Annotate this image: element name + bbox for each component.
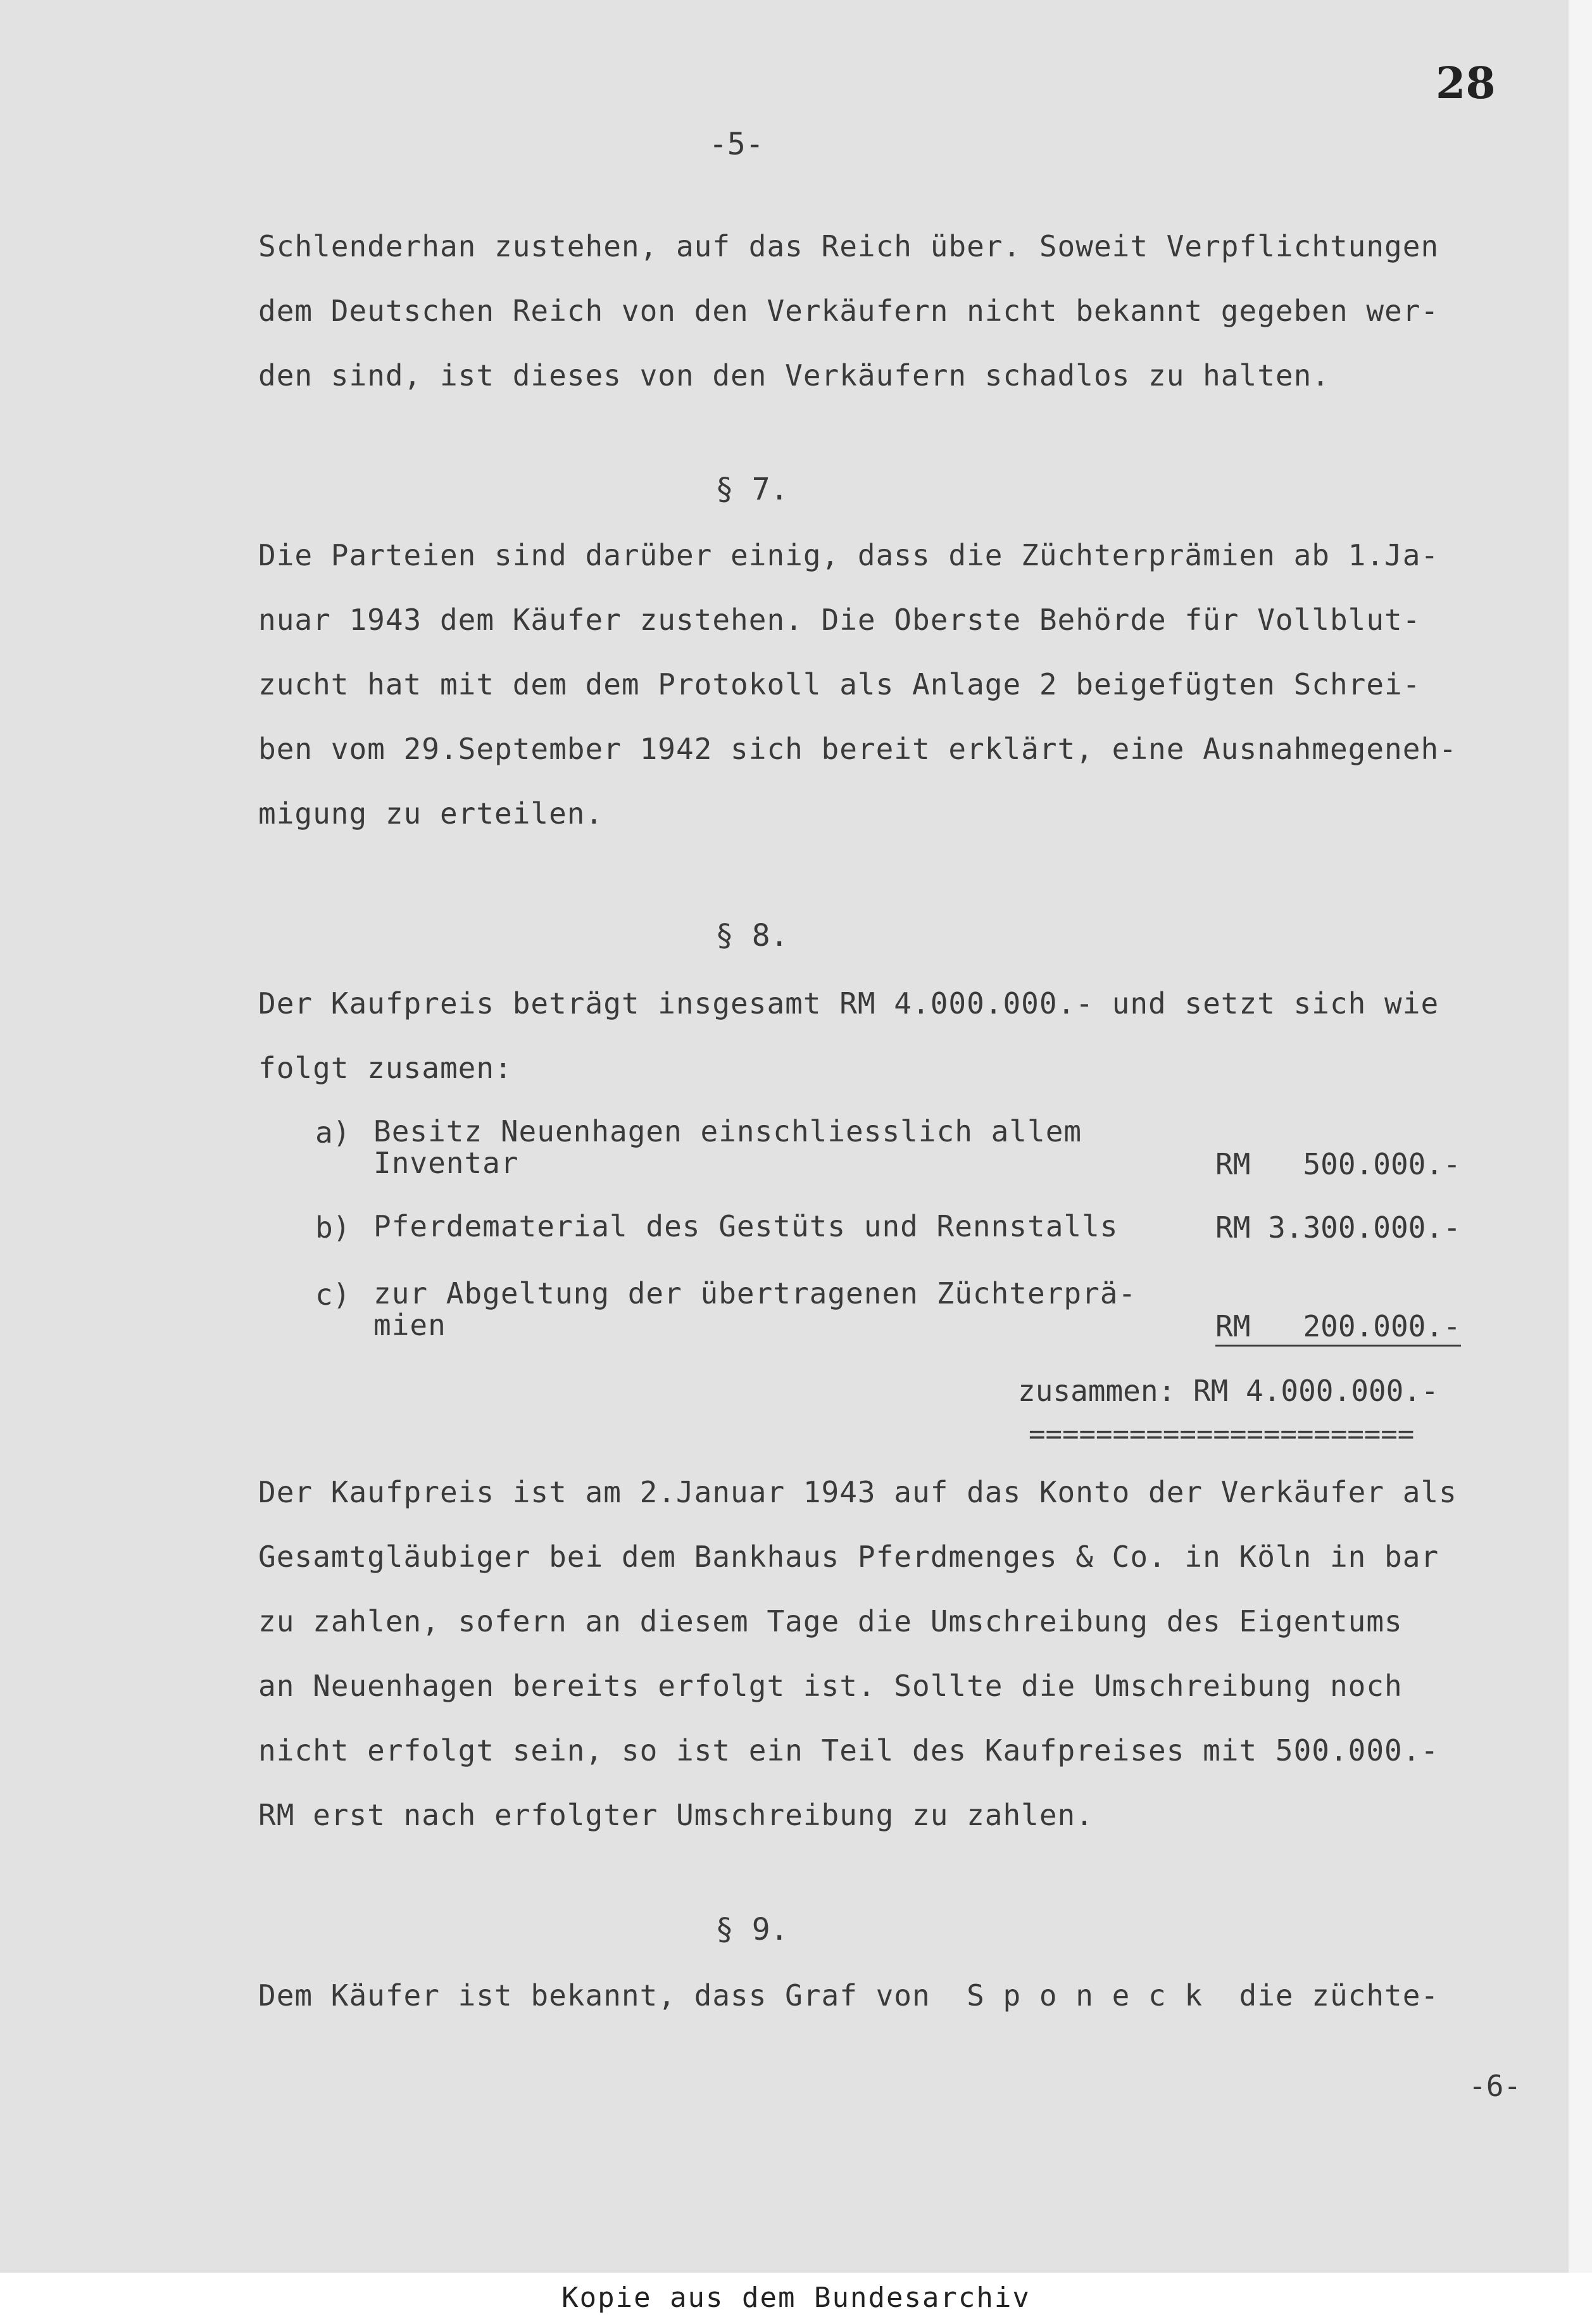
item-text: zur Abgeltung der übertragenen Züchterprä- mien — [373, 1276, 1137, 1342]
total-double-rule: ======================= — [1029, 1418, 1415, 1450]
paragraph-line: an Neuenhagen bereits erfolgt ist. Sollte die Umschreibung noch — [258, 1669, 1403, 1703]
paragraph-line: Gesamtgläubiger bei dem Bankhaus Pferdmenges & Co. in Köln in bar — [258, 1540, 1439, 1574]
paragraph-line: nuar 1943 dem Käufer zustehen. Die Oberste Behörde für Vollblut- — [258, 603, 1421, 637]
archive-page-number: 28 — [1436, 58, 1496, 109]
archive-footer: Kopie aus dem Bundesarchiv — [561, 2282, 1031, 2314]
item-amount: RM 3.300.000.- — [1215, 1210, 1461, 1245]
item-amount-wrap — [1215, 1309, 1461, 1343]
item-amount: RM 500.000.- — [1215, 1147, 1461, 1181]
paragraph-line: zu zahlen, sofern an diesem Tage die Umschreibung des Eigentums — [258, 1604, 1403, 1638]
next-page-marker: -6- — [1469, 2069, 1522, 2103]
paragraph-line: Schlenderhan zustehen, auf das Reich über. Soweit Verpflichtungen — [258, 229, 1439, 263]
paragraph-line: Der Kaufpreis beträgt insgesamt RM 4.000.000.- und setzt sich wie — [258, 986, 1439, 1021]
paragraph-line: nicht erfolgt sein, so ist ein Teil des Kaufpreises mit 500.000.- — [258, 1733, 1439, 1768]
section-9-heading: § 9. — [715, 1912, 789, 1947]
item-label: b) — [315, 1210, 351, 1245]
item-label: c) — [315, 1278, 351, 1312]
section-7-heading: § 7. — [715, 472, 789, 507]
item-amount: RM 200.000.- — [1215, 1309, 1461, 1347]
paragraph-line: migung zu erteilen. — [258, 796, 604, 831]
paragraph-line: RM erst nach erfolgter Umschreibung zu zahlen. — [258, 1798, 1094, 1832]
page-edge — [1569, 0, 1592, 2273]
paragraph-line: Der Kaufpreis ist am 2.Januar 1943 auf das Konto der Verkäufer als — [258, 1475, 1457, 1509]
total-amount: zusammen: RM 4.000.000.- — [1018, 1374, 1439, 1408]
paragraph-line: folgt zusamen: — [258, 1051, 513, 1085]
section-8-heading: § 8. — [715, 918, 789, 953]
paragraph-line: zucht hat mit dem dem Protokoll als Anlage 2 beigefügten Schrei- — [258, 667, 1421, 701]
paragraph-line: Dem Käufer ist bekannt, dass Graf von S p o n e c k die züchte- — [258, 1978, 1439, 2013]
paragraph-line: dem Deutschen Reich von den Verkäufern nicht bekannt gegeben wer- — [258, 294, 1439, 328]
item-label: a) — [315, 1115, 351, 1150]
page-header: -5- — [709, 127, 764, 162]
paragraph-line: ben vom 29.September 1942 sich bereit erklärt, eine Ausnahmegeneh- — [258, 732, 1457, 766]
item-text: Pferdematerial des Gestüts und Rennstalls — [373, 1209, 1119, 1243]
paragraph-line: Die Parteien sind darüber einig, dass die Züchterprämien ab 1.Ja- — [258, 538, 1439, 572]
item-text: Besitz Neuenhagen einschliesslich allem Inventar — [373, 1114, 1082, 1180]
paragraph-line: den sind, ist dieses von den Verkäufern schadlos zu halten. — [258, 358, 1330, 393]
